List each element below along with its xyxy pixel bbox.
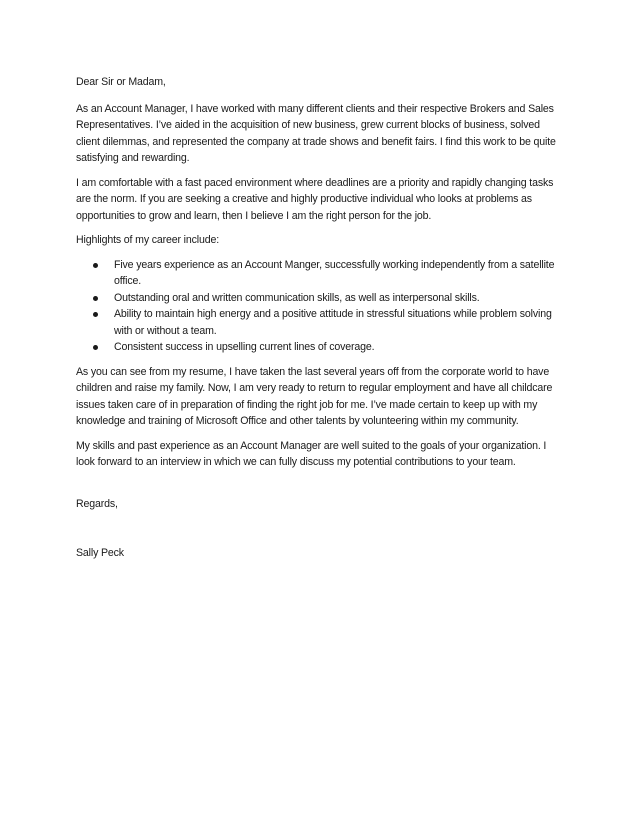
closing: Regards, <box>76 497 118 510</box>
list-item-text: Outstanding oral and written communication skills, as well as interpersonal skills. <box>114 291 480 304</box>
list-item <box>76 306 566 339</box>
intro-paragraph: As an Account Manager, I have worked with many different clients and their respective Brokers and Sales Representatives. I’ve aided in the acquisition of new business, grew current blocks of business, solved client dilemmas, and represented the company at trade shows and benefit fairs. I find this work to be quite satisfying and rewarding. <box>76 102 556 164</box>
list-item-text: Ability to maintain high energy and a positive attitude in stressful situations while problem solving with or without a team. <box>114 308 552 337</box>
signature: Sally Peck <box>76 547 124 559</box>
resume-paragraph: As you can see from my resume, I have taken the last several years off from the corporate world to have children and raise my family. Now, I am very ready to return to regular employment and have all childcare issues taken care of in preparation of finding the right job for me. I’ve made certain to keep up with my knowledge and training of Microsoft Office and other talents by volunteering within my community. <box>76 365 553 427</box>
cover-letter <box>76 74 566 570</box>
salutation: Dear Sir or Madam, <box>76 76 166 88</box>
list-item <box>76 257 566 290</box>
list-item <box>76 290 566 307</box>
bullet-icon <box>93 296 98 301</box>
highlights-list <box>76 257 566 356</box>
bullet-icon <box>93 345 98 350</box>
list-item-text: Five years experience as an Account Manger, successfully working independently from a satellite office. <box>114 258 555 287</box>
fit-paragraph: My skills and past experience as an Account Manager are well suited to the goals of your organization. I look forward to an interview in which we can fully discuss my potential contributions to your team. <box>76 439 547 468</box>
bullet-icon <box>93 263 98 268</box>
highlights-heading: Highlights of my career include: <box>76 234 219 246</box>
list-item-text: Consistent success in upselling current lines of coverage. <box>114 341 375 353</box>
list-item <box>76 339 566 356</box>
environment-paragraph: I am comfortable with a fast paced environment where deadlines are a priority and rapidly changing tasks are the norm. If you are seeking a creative and highly productive individual who looks at problems as opportunities to grow and learn, then I believe I am the right person for the job. <box>76 176 554 222</box>
bullet-icon <box>93 312 98 317</box>
